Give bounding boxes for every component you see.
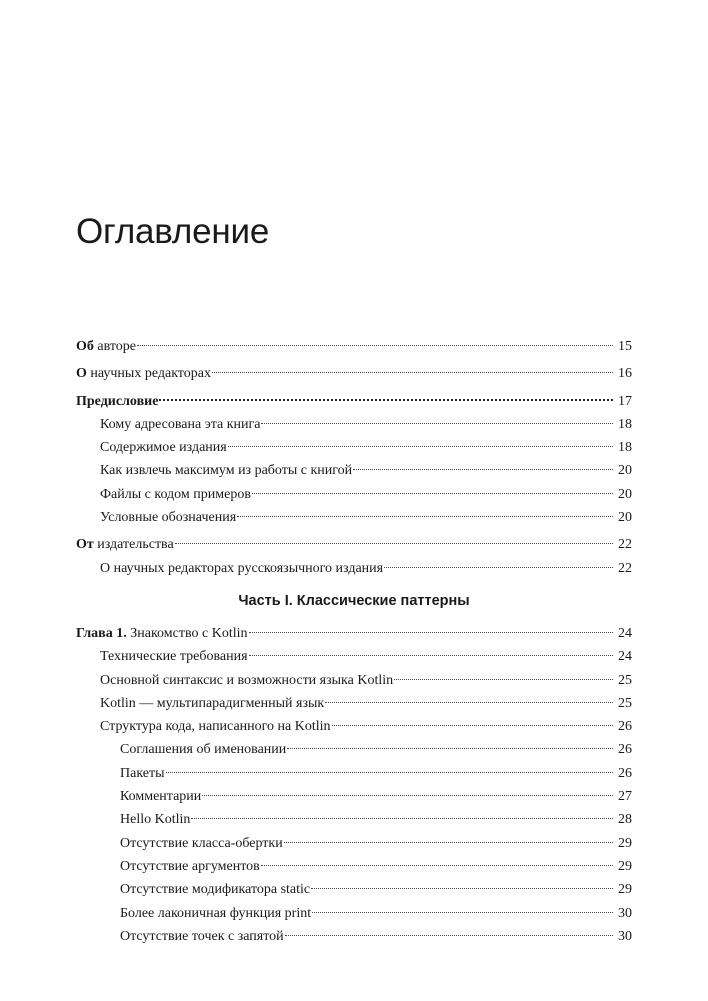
dot-leader <box>261 865 613 866</box>
dot-leader <box>137 345 613 346</box>
page-title: Оглавление <box>76 212 270 251</box>
dot-leader <box>249 655 613 656</box>
toc-entry-label <box>100 645 248 668</box>
toc-entry-text: Соглашения об именовании <box>120 742 287 758</box>
dot-leader <box>287 748 613 749</box>
toc-entry-text: О научных редакторах русскоязычного издания <box>100 560 384 576</box>
dot-leader <box>175 543 613 544</box>
dot-leader <box>228 446 613 447</box>
toc-page-number: 20 <box>618 510 632 526</box>
toc-entry-text: Hello Kotlin <box>120 812 191 828</box>
toc-entry-text: Пакеты <box>120 765 165 781</box>
toc-entry-prefix: От <box>76 537 94 553</box>
toc-entry-label <box>76 622 248 645</box>
toc-entry-text: Отсутствие аргументов <box>120 858 260 874</box>
toc-page-number: 26 <box>618 765 632 781</box>
toc-entry <box>76 413 632 436</box>
toc-entry-text: издательства <box>93 537 174 553</box>
toc-entry-text: авторе <box>93 339 137 354</box>
toc-entry <box>76 436 632 459</box>
toc-entry-label <box>100 413 260 436</box>
toc-entry <box>76 832 632 855</box>
toc-entry <box>76 808 632 831</box>
dot-leader <box>237 516 613 517</box>
toc-page-number: 26 <box>618 742 632 758</box>
toc-entry <box>76 715 632 738</box>
toc-entry-label <box>120 925 284 948</box>
toc-page-number: 16 <box>618 366 632 382</box>
toc-entry <box>76 925 632 948</box>
toc-page-number: 25 <box>618 695 632 711</box>
toc-entry <box>76 762 632 785</box>
toc-entry-text: Структура кода, написанного на Kotlin <box>100 719 331 735</box>
dot-leader <box>249 632 614 633</box>
toc-entry-text: научных редакторах <box>86 366 211 382</box>
toc-entry-text: Основной синтаксис и возможности языка Kotlin <box>100 672 394 688</box>
toc-entry-label <box>120 785 201 808</box>
toc-entry-label <box>120 855 260 878</box>
dot-leader <box>252 493 613 494</box>
toc-entry-label <box>100 557 383 580</box>
toc-page-number: 29 <box>618 835 632 851</box>
toc-entry <box>76 390 632 413</box>
toc-entry-label <box>120 832 283 855</box>
toc-entry-text: Отсутствие модификатора static <box>120 882 311 898</box>
dot-leader <box>312 912 613 913</box>
toc-page-number: 29 <box>618 882 632 898</box>
toc-entry-label <box>120 878 310 901</box>
dot-leader <box>212 372 613 373</box>
toc-entry <box>76 855 632 878</box>
toc-entry-text: Как извлечь максимум из работы с книгой <box>100 463 353 479</box>
dot-leader <box>311 888 613 889</box>
toc-page-number: 20 <box>618 486 632 502</box>
toc-entry-label <box>100 506 236 529</box>
toc-entry-prefix: Об <box>76 339 94 354</box>
toc-entry <box>76 622 632 645</box>
toc-entry-label <box>76 533 174 556</box>
toc-entry-label <box>76 335 136 358</box>
toc-page-number: 29 <box>618 858 632 874</box>
toc-page-number: 22 <box>618 537 632 553</box>
toc-entry-text: Знакомство с Kotlin <box>126 625 248 641</box>
toc-entry <box>76 335 632 358</box>
toc-page-number: 26 <box>618 719 632 735</box>
toc-entry-text: Комментарии <box>120 789 202 805</box>
dot-leader <box>332 725 613 726</box>
toc-entry <box>76 692 632 715</box>
toc-entry-label <box>120 738 286 761</box>
toc-page-number: 30 <box>618 905 632 921</box>
toc-page-number: 18 <box>618 416 632 432</box>
toc-entry-prefix: О <box>76 366 87 382</box>
toc-entry-text: Более лаконичная функция print <box>120 905 312 921</box>
dot-leader <box>325 702 613 703</box>
toc-entry-prefix: Глава 1. <box>76 625 127 641</box>
toc-entry-label <box>100 669 393 692</box>
dot-leader <box>285 935 613 936</box>
toc-page-number: 24 <box>618 649 632 665</box>
toc-entry-label <box>100 436 227 459</box>
toc-entry <box>76 362 632 385</box>
toc-entry-text: Файлы с кодом примеров <box>100 486 251 502</box>
toc-page-number: 28 <box>618 812 632 828</box>
dot-leader <box>159 399 613 401</box>
toc-entry <box>76 533 632 556</box>
dot-leader <box>202 795 613 796</box>
dot-leader <box>284 842 613 843</box>
toc-page-number: 22 <box>618 560 632 576</box>
dot-leader <box>353 469 613 470</box>
toc-entry-label <box>100 483 251 506</box>
toc-page-number: 20 <box>618 463 632 479</box>
toc-entry-prefix: Предисловие <box>76 393 159 409</box>
toc-entry-label <box>100 459 352 482</box>
toc-entry <box>76 459 632 482</box>
toc-entry <box>76 645 632 668</box>
toc-entry <box>76 878 632 901</box>
dot-leader <box>394 679 613 680</box>
toc-entry-text: Кому адресована эта книга <box>100 416 261 432</box>
toc-entry <box>76 557 632 580</box>
toc-entry <box>76 669 632 692</box>
part-title: Часть I. Классические паттерны <box>238 592 470 609</box>
dot-leader <box>261 423 613 424</box>
toc-entry <box>76 483 632 506</box>
table-of-contents <box>76 335 632 948</box>
toc-entry-text: Отсутствие точек с запятой <box>120 928 284 944</box>
toc-entry-label <box>120 808 190 831</box>
dot-leader <box>384 567 613 568</box>
toc-entry-text: Отсутствие класса-обертки <box>120 835 283 851</box>
toc-page-number: 27 <box>618 789 632 805</box>
toc-page-number: 25 <box>618 672 632 688</box>
toc-entry-label <box>120 762 165 785</box>
toc-entry-label <box>100 715 331 738</box>
toc-page-number: 17 <box>618 393 632 409</box>
toc-entry <box>76 506 632 529</box>
toc-page-number: 30 <box>618 928 632 944</box>
toc-entry <box>76 738 632 761</box>
toc-page-number: 15 <box>618 339 632 354</box>
toc-entry-label <box>120 902 311 925</box>
toc-entry-text: Технические требования <box>100 649 248 665</box>
toc-entry-label <box>76 390 158 413</box>
toc-page-number: 24 <box>618 625 632 641</box>
toc-entry-text: Kotlin — мультипарадигменный язык <box>100 695 325 711</box>
toc-entry-label <box>100 692 324 715</box>
dot-leader <box>191 818 613 819</box>
toc-entry-text: Условные обозначения <box>100 510 237 526</box>
toc-entry-text: Содержимое издания <box>100 440 227 456</box>
toc-entry-label <box>76 362 211 385</box>
toc-entry <box>76 902 632 925</box>
toc-entry <box>76 785 632 808</box>
toc-page-number: 18 <box>618 440 632 456</box>
dot-leader <box>166 772 613 773</box>
